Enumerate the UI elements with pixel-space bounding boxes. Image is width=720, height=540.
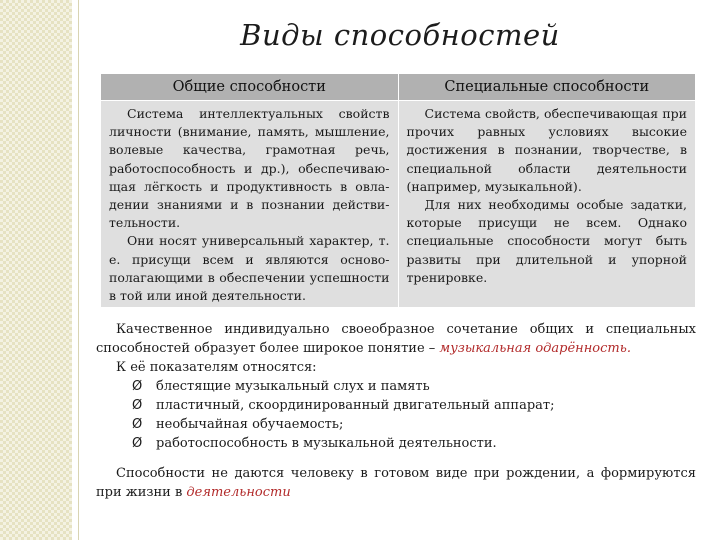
list-item (132, 377, 696, 396)
arrow-bullet-icon: Ø (132, 398, 143, 413)
arrow-bullet-icon: Ø (132, 417, 143, 432)
indicators-list (96, 377, 696, 453)
formation-paragraph (96, 464, 696, 502)
header-general-abilities: Общие способности (101, 74, 399, 101)
table-header-row (101, 74, 696, 101)
list-item-text: пластичный, скоординированный двигательный аппарат; (156, 398, 555, 413)
arrow-bullet-icon: Ø (132, 436, 143, 451)
special-paragraph-1: Система свойств, обеспечивающая при прочих равных условиях высокие достижения в познании, творчестве, в специальной области деятельности (например, музыкальной). (406, 106, 687, 194)
abilities-table (100, 73, 696, 308)
decorative-side-line (78, 0, 79, 540)
arrow-bullet-icon: Ø (132, 379, 143, 394)
body-text (96, 320, 696, 502)
cell-special-abilities (398, 101, 696, 308)
slide-title: Виды способностей (240, 18, 560, 52)
spacer (96, 453, 696, 464)
list-item-text: блестящие музыкальный слух и память (156, 379, 430, 394)
list-item (132, 415, 696, 434)
indicators-intro: К её показателям относятся: (116, 360, 317, 375)
general-paragraph-1: Система интеллектуальных свойств личности (внимание, память, мышление, волевые качества, грамотная речь, работоспособность и др.), обеспечивающая лёгкость и продуктивность в овладении знаниями и в познании действительности. (109, 106, 390, 231)
formation-text: Способности не даются человеку в готовом виде при рождении, а формируются при жизни в (96, 466, 696, 500)
header-special-abilities: Специальные способности (398, 74, 696, 101)
giftedness-term: музыкальная одарённость (439, 341, 627, 356)
giftedness-paragraph (96, 320, 696, 358)
table-row (101, 101, 696, 308)
cell-general-abilities (101, 101, 399, 308)
list-item (132, 396, 696, 415)
general-paragraph-2: Они носят универсальный характер, т. е. присущи всем и являются основополагающими в обеспечении успешности в той или иной деятельности. (109, 233, 390, 304)
list-item-text: работоспособность в музыкальной деятельности. (156, 436, 497, 451)
decorative-side-strip (0, 0, 72, 540)
formation-term: деятельности (186, 485, 291, 500)
special-paragraph-2: Для них необходимы особые задатки, которые присущи не всем. Однако специальные способности могут быть развиты при длительной и упорной тренировке. (406, 197, 687, 285)
giftedness-text: Качественное индивидуально своеобразное сочетание общих и специальных способностей образует более широкое понятие – (96, 322, 696, 356)
list-item-text: необычайная обучаемость; (156, 417, 344, 432)
list-item (132, 434, 696, 453)
giftedness-period: . (626, 341, 631, 356)
